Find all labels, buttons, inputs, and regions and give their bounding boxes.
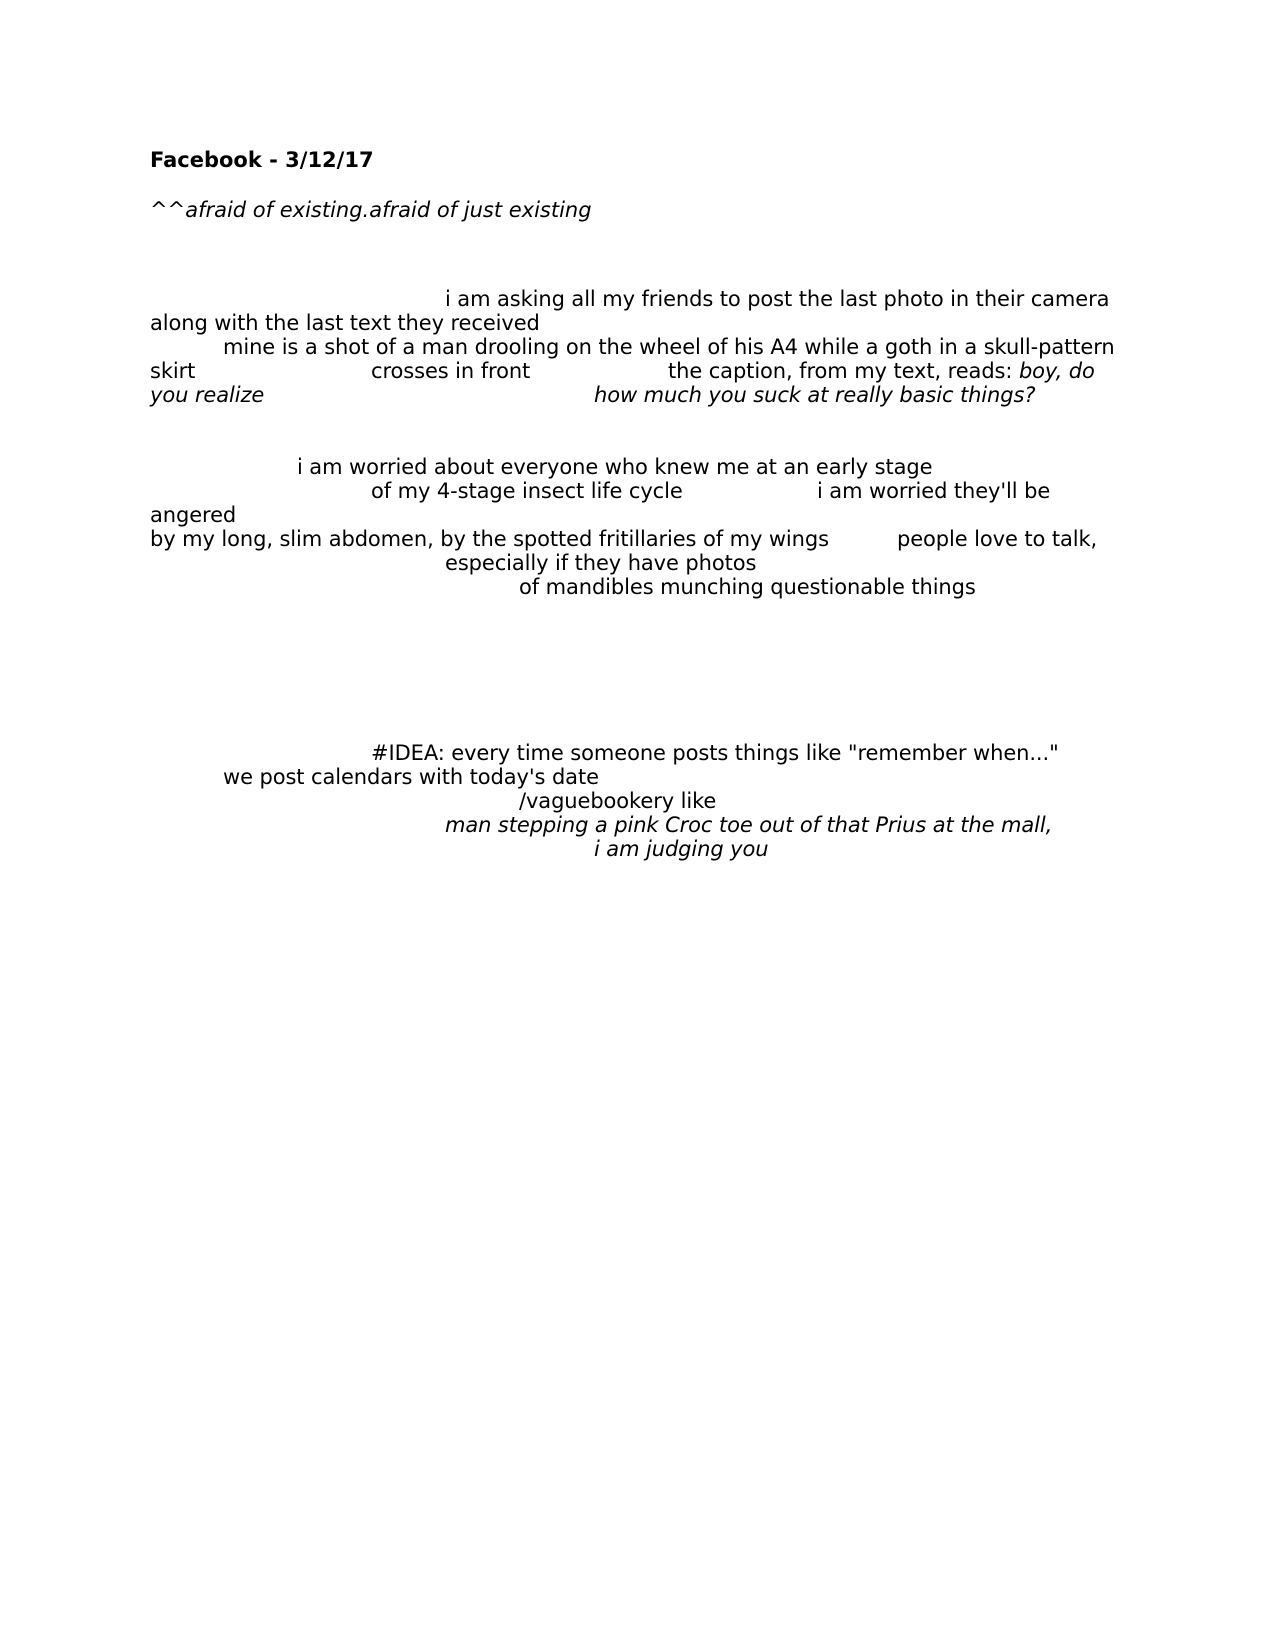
stanza1-line5b: how much you suck at really basic things? [594, 383, 1036, 407]
stanza1-line4c-text: the caption, from my text, reads: [668, 359, 1019, 383]
stanza3-line2: we post calendars with today's date [223, 765, 599, 789]
stanza2-line6: of mandibles munching questionable things [519, 575, 976, 599]
epigraph-text: afraid of existing.afraid of just existing [185, 198, 592, 222]
stanza1-line3: mine is a shot of a man drooling on the wheel of his A4 while a goth in a skull-pattern [223, 335, 1115, 359]
stanza1-line1: i am asking all my friends to post the last photo in their camera [445, 287, 1110, 311]
stanza1-line4b: crosses in front [371, 359, 531, 383]
stanza1-line4a: skirt [150, 359, 196, 383]
epigraph-prefix: ^^ [150, 198, 186, 222]
stanza1-line5a: you realize [150, 383, 265, 407]
stanza3-line5: i am judging you [594, 837, 769, 861]
stanza1-line4c [668, 359, 1095, 383]
stanza1-line2: along with the last text they received [150, 311, 540, 335]
stanza2-line4a: by my long, slim abdomen, by the spotted fritillaries of my wings [150, 527, 829, 551]
stanza2-line2b: i am worried they'll be [817, 479, 1051, 503]
stanza3-line3: /vaguebookery like [519, 789, 717, 813]
stanza2-line1: i am worried about everyone who knew me at an early stage [297, 455, 933, 479]
stanza2-line4b: people love to talk, [897, 527, 1098, 551]
stanza2-line5: especially if they have photos [445, 551, 757, 575]
stanza2-line3: angered [150, 503, 237, 527]
stanza2-line2a: of my 4-stage insect life cycle [371, 479, 683, 503]
stanza3-line1: #IDEA: every time someone posts things like "remember when..." [371, 741, 1059, 765]
stanza1-line4d-text: boy, do [1018, 359, 1095, 383]
epigraph [150, 198, 592, 222]
page-title: Facebook - 3/12/17 [150, 148, 374, 172]
stanza3-line4: man stepping a pink Croc toe out of that Prius at the mall, [445, 813, 1053, 837]
